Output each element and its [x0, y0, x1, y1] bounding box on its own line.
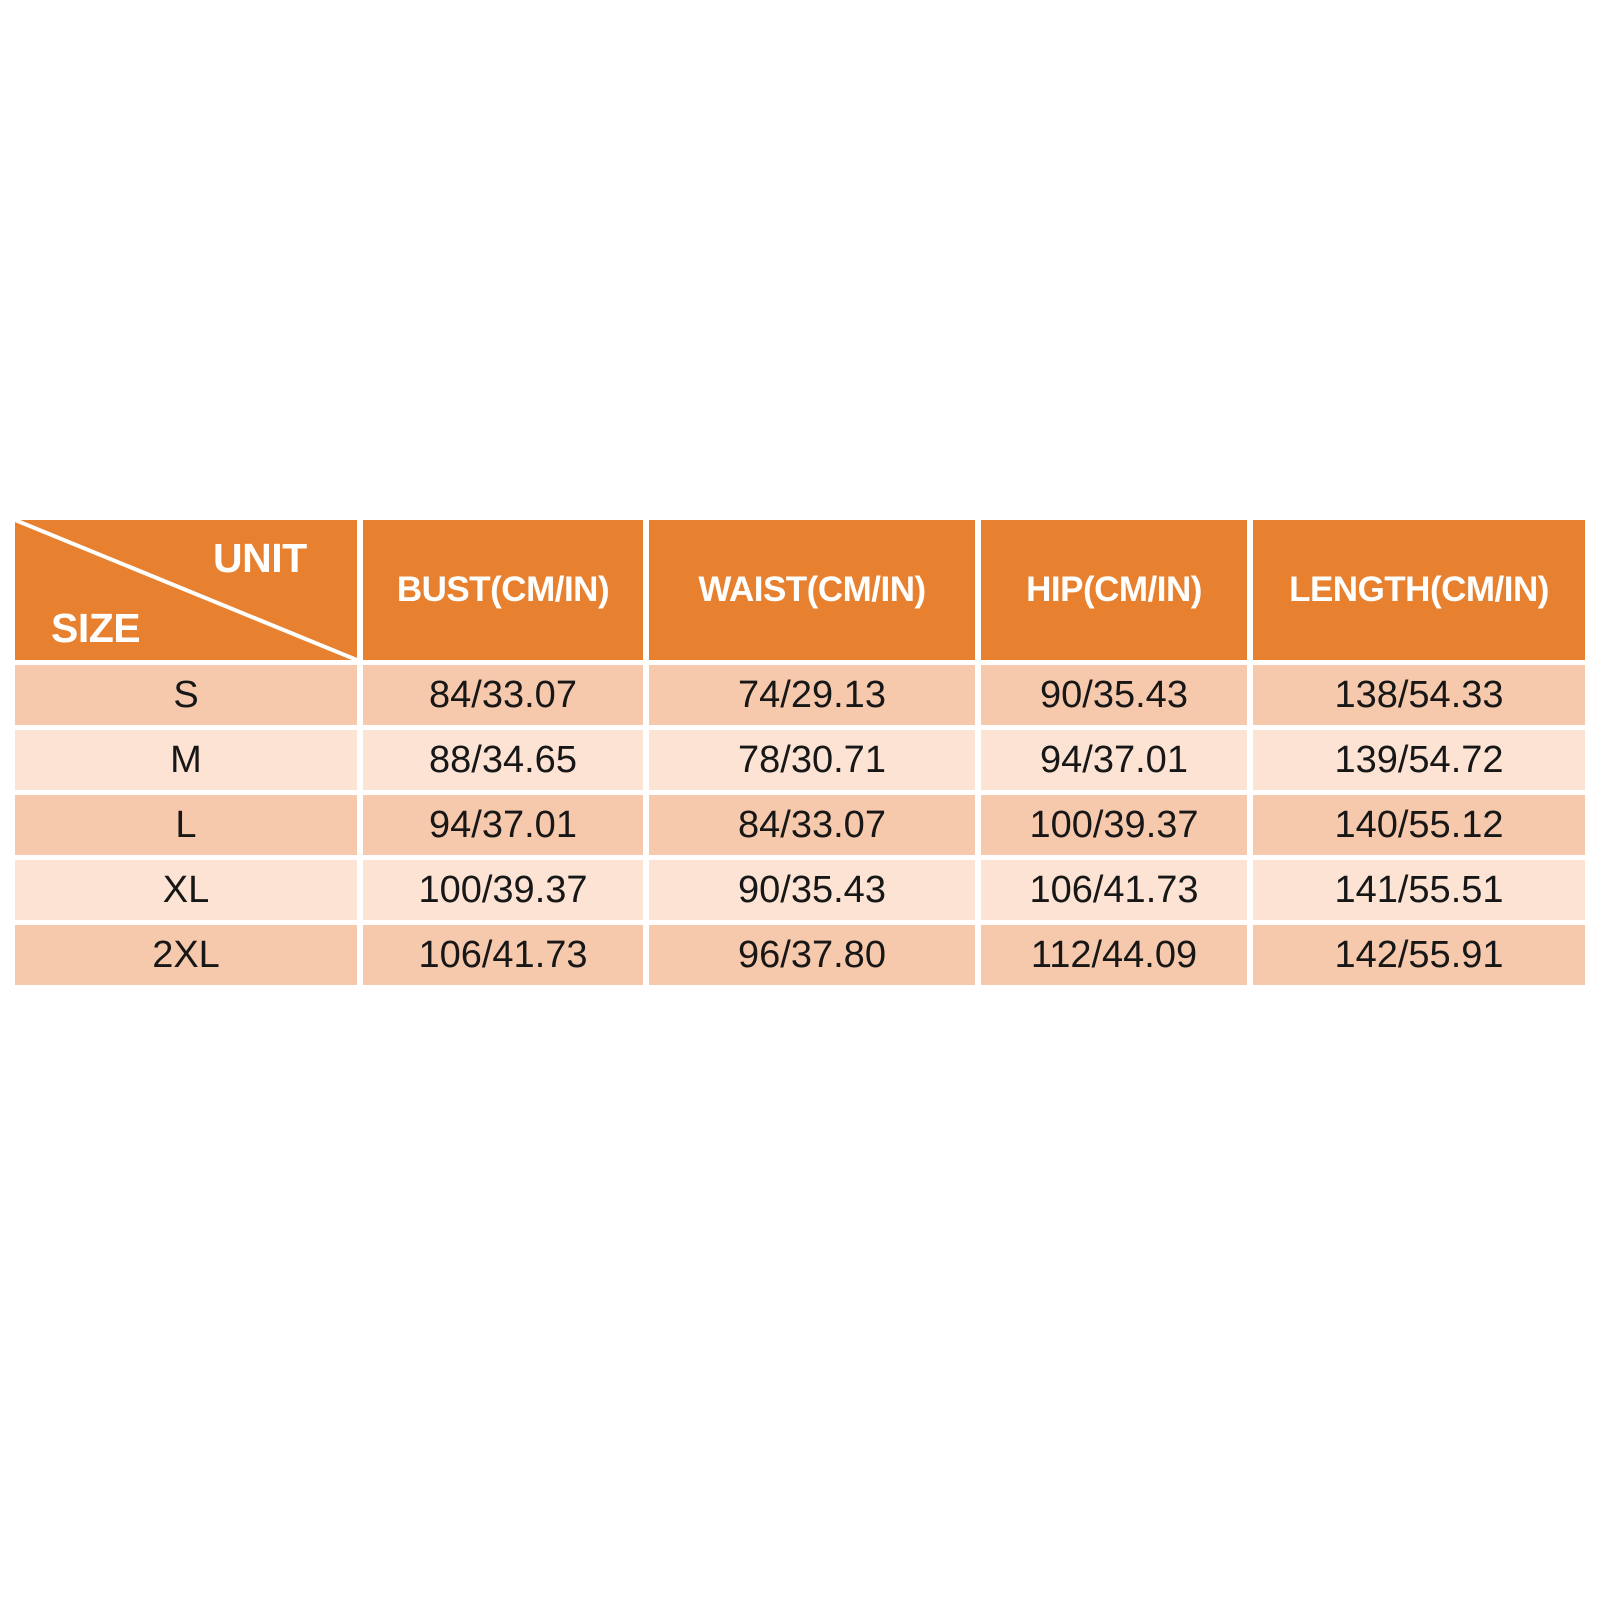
- data-cell-m-length: 139/54.72: [1253, 730, 1585, 790]
- data-cell-l-waist: 84/33.07: [649, 795, 975, 855]
- data-cell-l-bust: 94/37.01: [363, 795, 643, 855]
- size-table: [15, 520, 1585, 985]
- corner-header-cell: [15, 520, 357, 660]
- data-cell-m-bust: 88/34.65: [363, 730, 643, 790]
- data-cell-s-length: 138/54.33: [1253, 665, 1585, 725]
- data-cell-xl-length: 141/55.51: [1253, 860, 1585, 920]
- data-cell-s-waist: 74/29.13: [649, 665, 975, 725]
- data-cell-xl-bust: 100/39.37: [363, 860, 643, 920]
- size-cell-s: S: [15, 665, 357, 725]
- data-cell-s-bust: 84/33.07: [363, 665, 643, 725]
- corner-size-label: SIZE: [51, 605, 141, 651]
- size-cell-l: L: [15, 795, 357, 855]
- size-cell-2xl: 2XL: [15, 925, 357, 985]
- data-cell-s-hip: 90/35.43: [981, 665, 1247, 725]
- column-header-hip: HIP(CM/IN): [981, 520, 1247, 660]
- size-cell-m: M: [15, 730, 357, 790]
- data-cell-l-hip: 100/39.37: [981, 795, 1247, 855]
- corner-unit-label: UNIT: [213, 535, 307, 581]
- data-cell-xl-waist: 90/35.43: [649, 860, 975, 920]
- data-cell-m-hip: 94/37.01: [981, 730, 1247, 790]
- column-header-length: LENGTH(CM/IN): [1253, 520, 1585, 660]
- column-header-waist: WAIST(CM/IN): [649, 520, 975, 660]
- data-cell-2xl-bust: 106/41.73: [363, 925, 643, 985]
- data-cell-m-waist: 78/30.71: [649, 730, 975, 790]
- column-header-bust: BUST(CM/IN): [363, 520, 643, 660]
- data-cell-2xl-length: 142/55.91: [1253, 925, 1585, 985]
- data-cell-2xl-waist: 96/37.80: [649, 925, 975, 985]
- data-cell-l-length: 140/55.12: [1253, 795, 1585, 855]
- data-cell-xl-hip: 106/41.73: [981, 860, 1247, 920]
- data-cell-2xl-hip: 112/44.09: [981, 925, 1247, 985]
- size-cell-xl: XL: [15, 860, 357, 920]
